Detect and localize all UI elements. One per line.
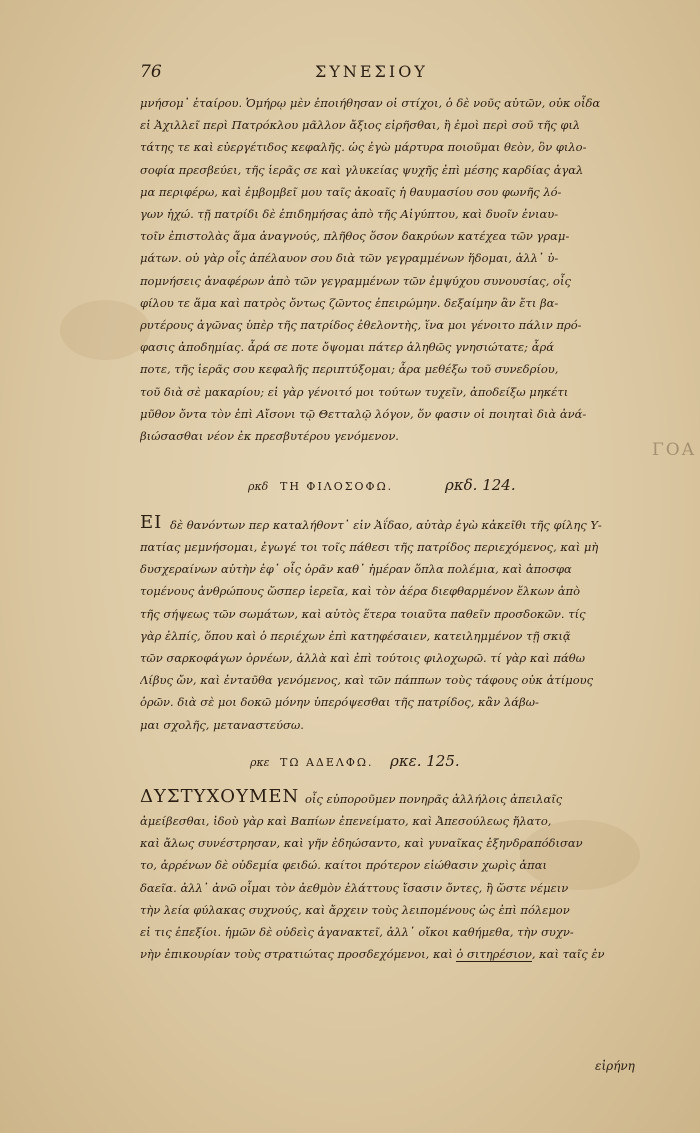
text-line: τοῖν ἐπιστολὰς ἅμα ἀναγνούς, πλῆθος ὅσον δακρύων κατέχεα τῶν γραμ- — [140, 229, 570, 244]
text-line: Λίβυς ὤν, καὶ ἐνταῦθα γενόμενος, καὶ τῶν πάππων τοὺς τάφους οὐκ ἀτίμους — [140, 673, 594, 688]
text-line: πατίας μεμνήσομαι, ἐγωγέ τοι τοῖς πάθεσι τῆς πατρίδος περιεχόμενος, καὶ μὴ — [140, 540, 599, 554]
text-line: σοφία πρεσβεύει, τῆς ἱερᾶς σε καὶ γλυκείας ψυχῆς ἐπὶ μέσης καρδίας ἀγαλ — [140, 162, 584, 177]
text-line: τομένους ἀνθρώπους ὥσπερ ἱερεῖα, καὶ τὸν ἀέρα διεφθαρμένον ἕλκων ἀπὸ — [140, 584, 580, 599]
text-line: τῶν σαρκοφάγων ὀρνέων, ἀλλὰ καὶ ἐπὶ τούτοις φιλοχωρῶ. τί γὰρ καὶ πάθω — [140, 651, 586, 666]
text-line: μῦθον ὄντα τὸν ἐπὶ Αἴσονι τῷ Θετταλῷ λόγον, ὅν φασιν οἱ ποιηταὶ διὰ ἀνά- — [140, 406, 587, 421]
text-line: οἷς εὐποροῦμεν πονηρᾶς ἀλλήλοις ἀπειλαῖς — [305, 792, 563, 806]
dropcap: ΕΙ — [140, 512, 163, 533]
text-line: γων ἠχώ. τῇ πατρίδι δὲ ἐπιδημήσας ἀπὸ τῆς Αἰγύπτου, καὶ δυοῖν ἐνιαυ- — [140, 207, 559, 222]
text-line: μνήσομ᾽ ἑταίρου. Ὁμήρῳ μὲν ἐποιήθησαν οἱ στίχοι, ὁ δὲ νοῦς αὐτῶν, οὐκ οἶδα — [140, 96, 601, 110]
text-line: τὴν λεία φύλακας συχνούς, καὶ ἄρχειν τοὺς λειπομένους ὡς ἐπὶ πόλεμον — [140, 902, 570, 917]
text-line: μάτων. οὐ γὰρ οἷς ἀπέλαυον σου διὰ τῶν γεγραμμένων ἥδομαι, ἀλλ᾽ ὑ- — [140, 251, 559, 266]
letter-text-1 — [140, 92, 640, 447]
text-line: μαι σχολῆς, μεταναστεύσω. — [140, 717, 304, 732]
letter-text-3 — [305, 788, 640, 810]
text-line: το, ἀρρένων δὲ οὐδεμία φειδώ. καίτοι πρότερον εἰώθασιν χωρὶς ἀπαι — [140, 858, 548, 873]
heading-mark: ρκε — [250, 756, 270, 769]
paper-stain — [60, 300, 150, 360]
letter-number: ρκε. 125. — [390, 752, 460, 770]
text-line: νὴν ἐπικουρίαν τοὺς στρατιώτας προσδεχόμενοι, καὶ ὁ σιτηρέσιον, καὶ ταῖς ἐν — [140, 947, 605, 962]
letter-heading-124 — [140, 476, 640, 502]
text-line: τῆς σήψεως τῶν σωμάτων, καὶ αὐτὸς ἕτερα τοιαῦτα παθεῖν προσδοκῶν. τίς — [140, 606, 586, 621]
letter-number: ρκδ. 124. — [445, 476, 516, 494]
letter-heading-125 — [140, 752, 640, 778]
dropcap: ΔΥΣΤΥΧΟΥΜΕΝ — [140, 786, 300, 807]
text-line: γὰρ ἐλπίς, ὅπου καὶ ὁ περιέχων ἐπὶ κατηφέσαιεν, κατειλημμένον τῇ σκιᾷ — [140, 628, 571, 643]
text-line: εἰ Ἀχιλλεῖ περὶ Πατρόκλου μᾶλλον ἄξιος εἰρῆσθαι, ἢ ἐμοὶ περὶ σοῦ τῆς φιλ — [140, 118, 581, 133]
heading-title: ΤΩ ΑΔΕΛΦΩ. — [280, 756, 374, 769]
letter-text-3-cont — [140, 810, 640, 965]
running-head: ΣΥΝΕΣΙΟΥ — [315, 62, 428, 81]
page-number: 76 — [140, 62, 162, 82]
text-line: ἀμείβεσθαι, ἰδοὺ γὰρ καὶ Βαπίων ἐπενείματο, καὶ Ἀπεσούλεως ἤλατο, — [140, 814, 552, 828]
underlined-phrase: ὁ σιτηρέσιον — [456, 947, 532, 962]
text-line: ὁρῶν. διὰ σὲ μοι δοκῶ μόνην ὑπερόψεσθαι τῆς πατρίδος, κἂν λάβω- — [140, 695, 539, 710]
heading-mark: ρκδ — [248, 480, 269, 493]
bleed-through-text: ΓΟΑ — [651, 440, 696, 460]
text-line: ποτε, τῆς ἱερᾶς σου κεφαλῆς περιπτύξομαι; ἆρα μεθέξω τοῦ συνεδρίου, — [140, 362, 559, 377]
text-line: δὲ θανόντων περ καταλήθοντ᾽ εἰν Ἀΐδαο, αὐτὰρ ἐγὼ κἀκεῖθι τῆς φίλης Υ- — [170, 518, 602, 532]
text-line: φασις ἀποδημίας. ἆρά σε ποτε ὄψομαι πάτερ ἀληθῶς γνησιώτατε; ἆρά — [140, 340, 554, 355]
text-line: καὶ ἄλως συνέστρησαν, καὶ γῆν ἐδηώσαντο, καὶ γυναῖκας ἐξηνδραπόδισαν — [140, 836, 583, 851]
text-line: εἰ τις ἐπεξίοι. ἡμῶν δὲ οὐδεὶς ἀγανακτεῖ, ἀλλ᾽ οἴκοι καθήμεθα, τὴν συχν- — [140, 925, 574, 940]
text-line: μα περιφέρω, καὶ ἐμβομβεῖ μου ταῖς ἀκοαῖς ἡ θαυμασίου σου φωνῆς λό- — [140, 184, 562, 199]
catchword: εἰρήνη — [595, 1059, 635, 1073]
text-line: ρυτέρους ἀγῶνας ὑπὲρ τῆς πατρίδος ἐθελοντὴς, ἵνα μοι γένοιτο πάλιν πρό- — [140, 318, 582, 333]
page-header — [140, 62, 590, 86]
text-line: τοῦ διὰ σὲ μακαρίου; εἰ γὰρ γένοιτό μοι τούτων τυχεῖν, ἀποδείξω μηκέτι — [140, 384, 569, 399]
text-line: φίλου τε ἅμα καὶ πατρὸς ὄντως ζῶντος ἐπειρώμην. δεξαίμην ἂν ἔτι βα- — [140, 295, 559, 310]
text-line: δαεῖα. ἀλλ᾽ ἀνῶ οἶμαι τὸν ἀεθμὸν ἐλάττους ἴσασιν ὄντες, ἢ ὥστε νέμειν — [140, 880, 569, 895]
text-line: δυσχεραίνων αὐτὴν ἐφ᾽ οἷς ὁρᾶν καθ᾽ ἡμέραν ὅπλα πολέμια, καὶ ἀποσφα — [140, 562, 572, 577]
letter-text-2 — [170, 514, 640, 536]
text-line: πομνήσεις ἀναφέρων ἀπὸ τῶν γεγραμμένων τῶν ἐμψύχου συνουσίας, οἷς — [140, 273, 571, 288]
heading-title: ΤΗ ΦΙΛΟΣΟΦΩ. — [280, 480, 394, 493]
letter-text-2-cont — [140, 536, 640, 736]
text-line: βιώσασθαι νέον ἐκ πρεσβυτέρου γενόμενον. — [140, 429, 399, 444]
text-line: τάτης τε καὶ εὐεργέτιδος κεφαλῆς. ὡς ἐγὼ μάρτυρα ποιοῦμαι θεὸν, ὃν φιλο- — [140, 140, 587, 155]
